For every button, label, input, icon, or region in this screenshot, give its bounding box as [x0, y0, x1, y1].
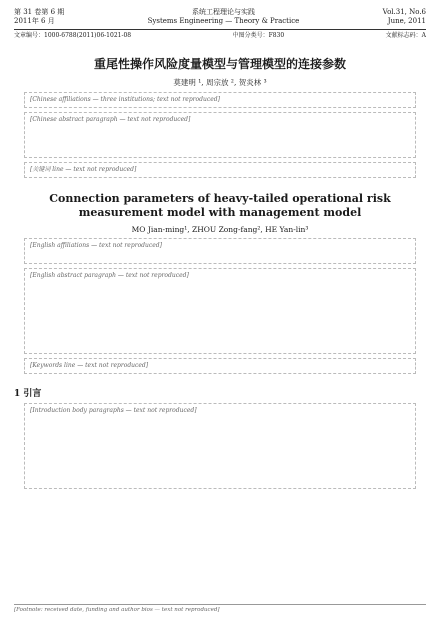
date-en: June, 2011: [387, 17, 426, 25]
volume-issue-zh: 第 31 卷第 6 期: [14, 8, 65, 16]
volume-issue-en: Vol.31, No.6: [382, 8, 426, 16]
article-number: 文章编号：1000-6788(2011)06-1021-08: [14, 32, 132, 39]
intro-body: [Introduction body paragraphs — text not reproduced]: [24, 403, 416, 489]
journal-header: [14, 8, 426, 26]
header-rule: [14, 29, 426, 30]
abstract-chinese: [Chinese abstract paragraph — text not reproduced]: [24, 112, 416, 158]
header-right: [383, 8, 426, 26]
title-english: Connection parameters of heavy-tailed operational risk measurement model with management model: [49, 192, 391, 219]
journal-name-zh: 系统工程理论与实践: [191, 8, 255, 16]
section-heading-intro: 1 引言: [14, 389, 42, 399]
header-left: [14, 8, 64, 26]
clc-number: 中图分类号：F830: [232, 32, 285, 39]
affiliations-chinese: [Chinese affiliations — three institutions; text not reproduced]: [24, 92, 416, 108]
document-code: 文献标志码：A: [385, 32, 426, 39]
authors-chinese: 莫建明 ¹, 周宗放 ², 贺炎林 ³: [173, 78, 267, 87]
abstract-english: [English abstract paragraph — text not reproduced]: [24, 268, 416, 354]
keywords-chinese: [关键词 line — text not reproduced]: [24, 162, 416, 178]
header-center: [148, 8, 300, 26]
journal-name-en: Systems Engineering — Theory & Practice: [147, 17, 300, 25]
footnote: [Footnote: received date, funding and author bios — text not reproduced]: [14, 604, 426, 614]
title-chinese: 重尾性操作风险度量模型与管理模型的连接参数: [93, 57, 346, 71]
authors-english: MO Jian-ming¹, ZHOU Zong-fang², HE Yan-lin³: [131, 225, 309, 234]
article-meta: [14, 32, 426, 40]
date-zh: 2011年 6 月: [14, 17, 55, 25]
keywords-english: [Keywords line — text not reproduced]: [24, 358, 416, 374]
affiliations-english: [English affiliations — text not reproduced]: [24, 238, 416, 264]
